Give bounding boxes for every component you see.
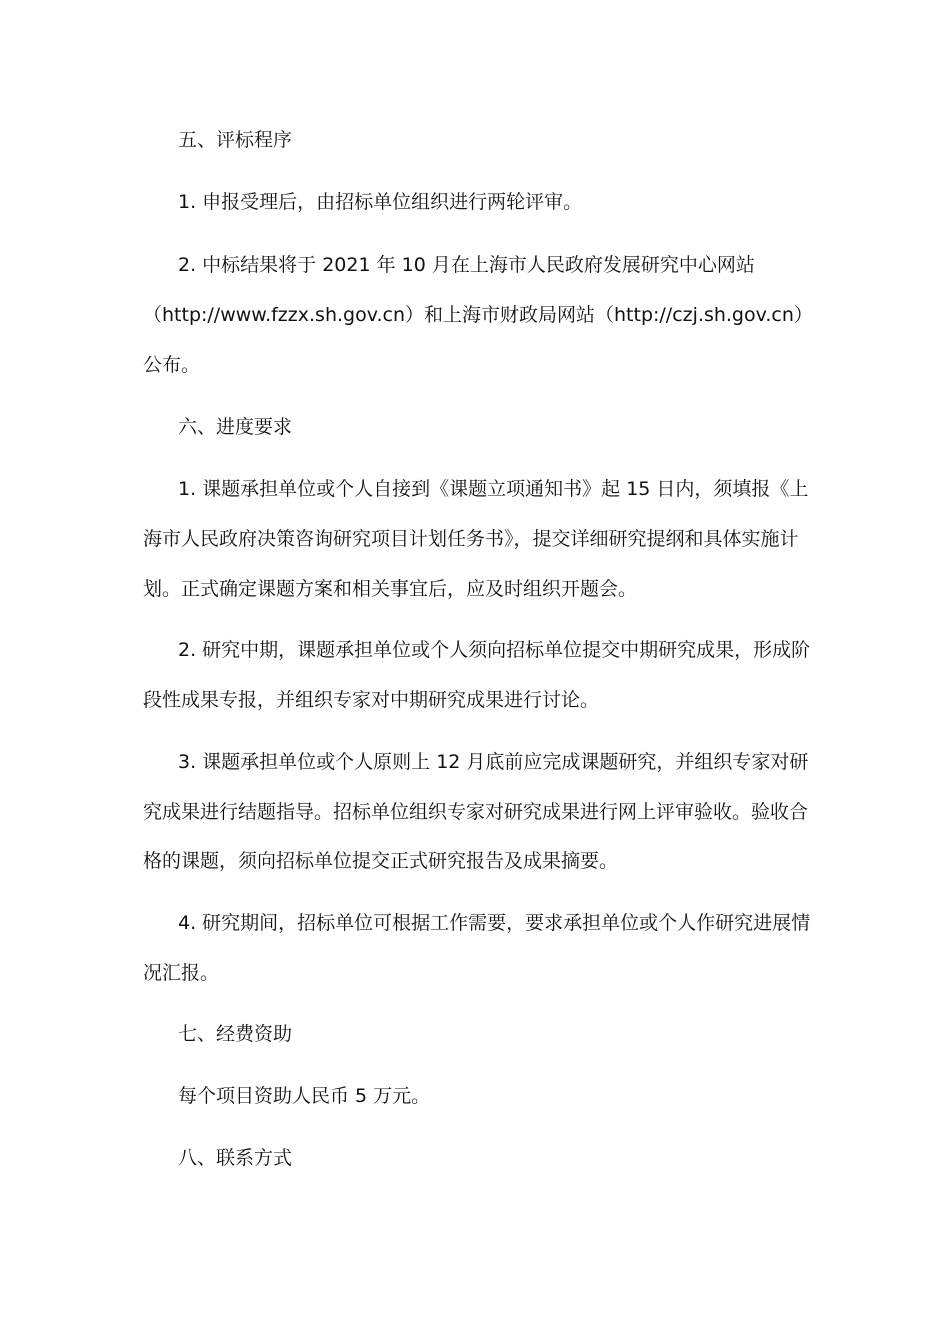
paragraph-line: 况汇报。 [143, 962, 220, 984]
paragraph-line: （http://www.fzzx.sh.gov.cn）和上海市财政局网站（http://czj.sh.gov.cn） [143, 304, 813, 326]
paragraph-line: 3. 课题承担单位或个人原则上 12 月底前应完成课题研究，并组织专家对研 [178, 751, 809, 773]
paragraph-line: 2. 中标结果将于 2021 年 10 月在上海市人民政府发展研究中心网站 [178, 254, 755, 276]
section-heading-funding: 七、经费资助 [178, 1023, 293, 1045]
paragraph-line: 公布。 [143, 354, 201, 376]
paragraph-line: 海市人民政府决策咨询研究项目计划任务书》，提交详细研究提纲和具体实施计 [143, 528, 799, 550]
paragraph-line: 2. 研究中期，课题承担单位或个人须向招标单位提交中期研究成果，形成阶 [178, 639, 811, 661]
paragraph-line: 每个项目资助人民币 5 万元。 [178, 1085, 431, 1107]
paragraph-line: 1. 申报受理后，由招标单位组织进行两轮评审。 [178, 191, 583, 213]
paragraph-line: 究成果进行结题指导。招标单位组织专家对研究成果进行网上评审验收。验收合 [143, 801, 809, 823]
paragraph-line: 格的课题，须向招标单位提交正式研究报告及成果摘要。 [143, 850, 619, 872]
section-heading-schedule: 六、进度要求 [178, 416, 293, 438]
section-heading-contact: 八、联系方式 [178, 1147, 293, 1169]
paragraph-line: 1. 课题承担单位或个人自接到《课题立项通知书》起 15 日内，须填报《上 [178, 478, 809, 500]
paragraph-line: 段性成果专报，并组织专家对中期研究成果进行讨论。 [143, 689, 600, 711]
paragraph-line: 划。正式确定课题方案和相关事宜后，应及时组织开题会。 [143, 578, 638, 600]
section-heading-evaluation: 五、评标程序 [178, 129, 293, 151]
paragraph-line: 4. 研究期间，招标单位可根据工作需要，要求承担单位或个人作研究进展情 [178, 912, 811, 934]
